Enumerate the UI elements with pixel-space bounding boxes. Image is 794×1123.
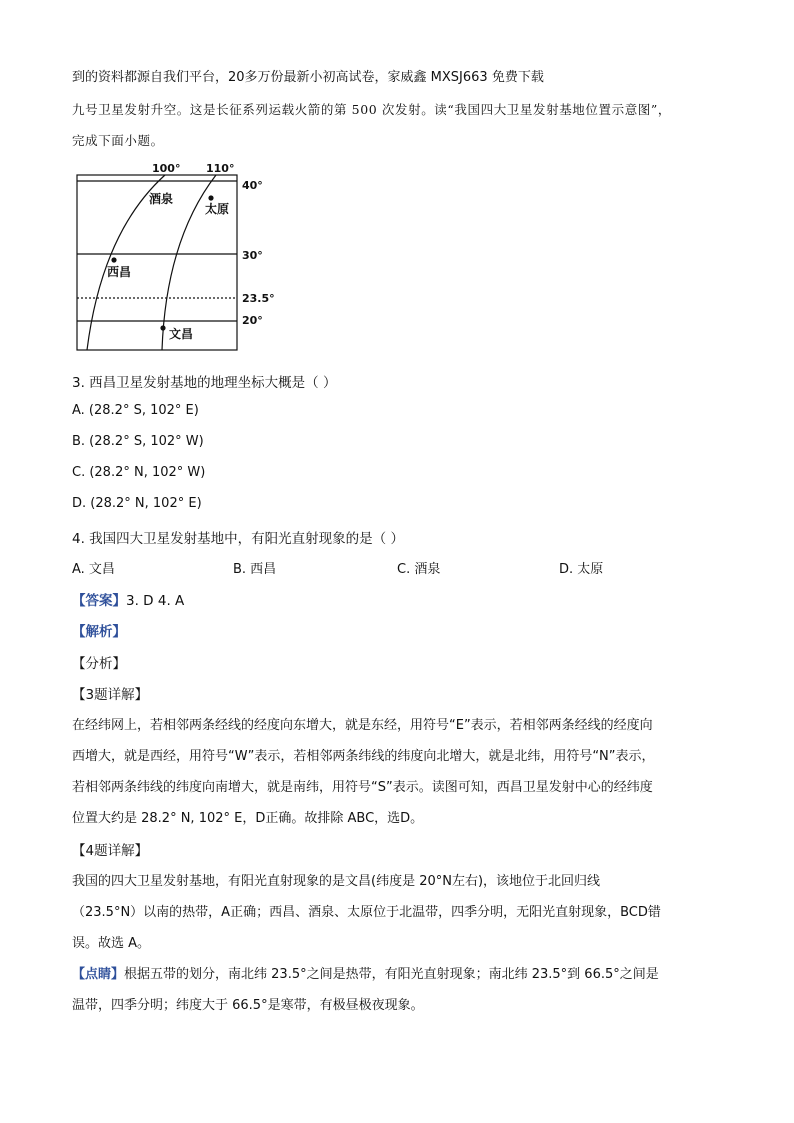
latitude-label-23-5: 23.5° bbox=[242, 292, 275, 305]
q3-option-c: C. (28.2° N, 102° W) bbox=[72, 465, 206, 480]
q3-option-a: A. (28.2° S, 102° E) bbox=[72, 403, 199, 418]
launch-base-map bbox=[70, 160, 285, 360]
q3-option-b: B. (28.2° S, 102° W) bbox=[72, 434, 204, 449]
q3-detail-line-4: 位置大约是 28.2° N, 102° E，D正确。故排除 ABC，选D。 bbox=[72, 811, 424, 826]
q4-detail-tag: 【4题详解】 bbox=[72, 843, 149, 859]
q4-options-row bbox=[72, 558, 672, 576]
q4-stem: 4. 我国四大卫星发射基地中，有阳光直射现象的是（ ） bbox=[72, 531, 404, 547]
city-label-jiuquan: 酒泉 bbox=[149, 192, 174, 206]
dianjing-text-1: 根据五带的划分，南北纬 23.5°之间是热带，有阳光直射现象；南北纬 23.5°到 66.5°之间是 bbox=[124, 967, 659, 982]
latitude-label-40: 40° bbox=[242, 179, 263, 192]
fenxi-tag: 【分析】 bbox=[72, 656, 126, 672]
q3-detail-line-2: 西增大，就是西经，用符号“W”表示，若相邻两条纬线的纬度向北增大，就是北纬，用符号“N”表示， bbox=[72, 749, 655, 764]
q4-option-a: A. 文昌 bbox=[72, 562, 115, 577]
city-dot-xichang bbox=[111, 257, 116, 262]
q4-option-d: D. 太原 bbox=[559, 562, 604, 577]
answer-text: 3. D 4. A bbox=[126, 593, 185, 609]
q3-option-d: D. (28.2° N, 102° E) bbox=[72, 496, 202, 511]
dianjing-line-2: 温带，四季分明；纬度大于 66.5°是寒带，有极昼极夜现象。 bbox=[72, 998, 424, 1013]
q3-stem: 3. 西昌卫星发射基地的地理坐标大概是（ ） bbox=[72, 375, 337, 391]
intro-line-1: 九号卫星发射升空。这是长征系列运载火箭的第 500 次发射。读“我国四大卫星发射基地位置示意图”， bbox=[72, 102, 671, 117]
answer-tag: 【答案】 bbox=[72, 593, 126, 609]
city-label-xichang: 西昌 bbox=[107, 265, 132, 279]
q3-detail-line-3: 若相邻两条纬线的纬度向南增大，就是南纬，用符号“S”表示。读图可知，西昌卫星发射中心的经纬度 bbox=[72, 780, 653, 795]
q3-detail-tag: 【3题详解】 bbox=[72, 687, 149, 703]
longitude-label-110: 110° bbox=[206, 162, 235, 175]
city-label-wenchang: 文昌 bbox=[169, 327, 194, 341]
answer-line bbox=[72, 589, 184, 609]
analysis-tag: 【解析】 bbox=[72, 624, 126, 640]
city-dot-taiyuan bbox=[208, 195, 213, 200]
intro-line-2: 完成下面小题。 bbox=[72, 133, 164, 148]
q4-detail-line-2: （23.5°N）以南的热带，A正确；西昌、酒泉、太原位于北温带，四季分明，无阳光直射现象，BCD错 bbox=[72, 905, 661, 920]
city-label-taiyuan: 太原 bbox=[205, 202, 230, 216]
q4-option-c: C. 酒泉 bbox=[397, 562, 441, 577]
latitude-label-20: 20° bbox=[242, 314, 263, 327]
q4-detail-line-1: 我国的四大卫星发射基地，有阳光直射现象的是文昌(纬度是 20°N左右)，该地位于北回归线 bbox=[72, 874, 601, 889]
q4-detail-line-3: 误。故选 A。 bbox=[72, 936, 151, 951]
longitude-label-100: 100° bbox=[152, 162, 181, 175]
latitude-label-30: 30° bbox=[242, 249, 263, 262]
dianjing-line-1 bbox=[72, 963, 659, 982]
city-dot-wenchang bbox=[160, 325, 165, 330]
watermark-text: 到的资料都源自我们平台，20多万份最新小初高试卷，家威鑫 MXSJ663 免费下载 bbox=[72, 70, 544, 85]
dianjing-tag: 【点睛】 bbox=[72, 967, 125, 982]
q3-detail-line-1: 在经纬网上，若相邻两条经线的经度向东增大，就是东经，用符号“E”表示，若相邻两条经线的经度向 bbox=[72, 718, 653, 733]
q4-option-b: B. 西昌 bbox=[233, 562, 277, 577]
